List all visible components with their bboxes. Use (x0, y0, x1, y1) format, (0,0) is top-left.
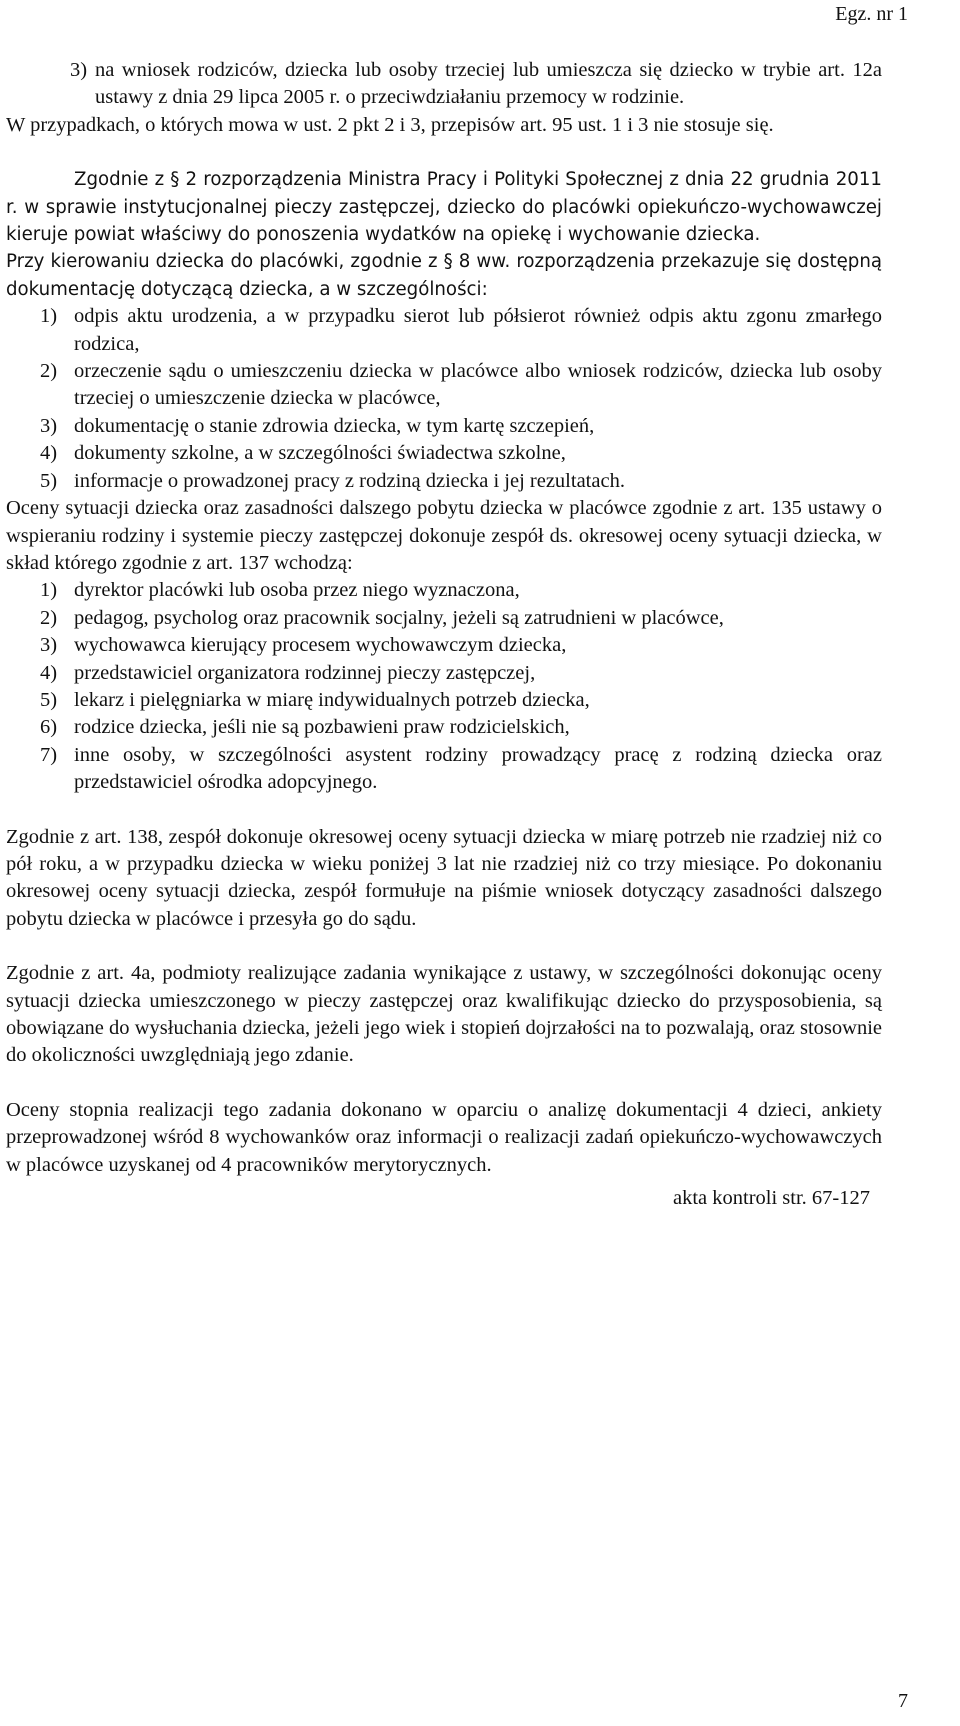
list-item: 6) rodzice dziecka, jeśli nie są pozbawieni praw rodzicielskich, (40, 716, 570, 739)
list (6, 577, 882, 796)
paragraph: Oceny stopnia realizacji tego zadania dokonano w oparciu o analizę dokumentacji 4 dzieci, ankiety przeprowadzonej wśród 8 wychowanków oraz informacji o realizacji zadań opiekuńczo-wychowawczych w placówce uzyskanej od 4 pracowników merytorycznych. (6, 1098, 882, 1176)
paragraph: Oceny sytuacji dziecka oraz zasadności dalszego pobytu dziecka w placówce zgodnie z art. 135 ustawy o wspieraniu rodziny i systemie pieczy zastępczej dokonuje zespół ds. okresowej oceny sytuacji dziecka, w skład którego zgodnie z art. 137 wchodzą: (6, 497, 882, 574)
list-item: 4) dokumenty szkolne, a w szczególności świadectwa szkolne, (40, 442, 566, 465)
list-item: 2) pedagog, psycholog oraz pracownik socjalny, jeżeli są zatrudnieni w placówce, (40, 606, 724, 629)
spacer (6, 139, 882, 166)
list (6, 303, 882, 495)
paragraph: W przypadkach, o których mowa w ust. 2 pkt 2 i 3, przepisów art. 95 ust. 1 i 3 nie stosuje się. (6, 113, 774, 136)
list-item: 5) lekarz i pielęgniarka w miarę indywidualnych potrzeb dziecka, (40, 688, 590, 711)
list-item: 1) odpis aktu urodzenia, a w przypadku sierot lub półsierot również odpis aktu zgonu zmarłego rodzica, (40, 305, 882, 355)
list-item: 4) przedstawiciel organizatora rodzinnej pieczy zastępczej, (40, 661, 536, 684)
paragraph: Przy kierowaniu dziecka do placówki, zgodnie z § 8 ww. rozporządzenia przekazuje się dostępną dokumentację dotyczącą dziecka, a w szczególności: (6, 251, 882, 300)
paragraph: Zgodnie z art. 138, zespół dokonuje okresowej oceny sytuacji dziecka w miarę potrzeb nie rzadziej niż co pół roku, a w przypadku dziecka w wieku poniżej 3 lat nie rzadziej niż co trzy miesiące. Po dokonaniu okresowej oceny sytuacji dziecka, zespół formułuje na piśmie wniosek dotyczący zasadności dalszego pobytu dziecka w placówce i przesyła go do sądu. (6, 825, 882, 930)
copy-number: Egz. nr 1 (835, 3, 908, 25)
spacer (6, 1070, 882, 1097)
paragraph: Zgodnie z art. 4a, podmioty realizujące zadania wynikające z ustawy, w szczególności dokonując oceny sytuacji dziecka umieszczonego w pieczy zastępczej oraz kwalifikując dziecko do przysposobienia, są obowiązane do wysłuchania dziecka, jeżeli jego wiek i stopień dojrzałości na to pozwalają, oraz stosownie do okoliczności uwzględniają jego zdanie. (6, 962, 882, 1067)
list-item-text: na wniosek rodziców, dziecka lub osoby trzeciej lub umieszcza się dziecko w trybie art. 12a ustawy z dnia 29 lipca 2005 r. o przeciwdziałaniu przemocy w rodzinie. (95, 59, 882, 109)
document-body (6, 57, 882, 1212)
list-item: 2) orzeczenie sądu o umieszczeniu dziecka w placówce albo wniosek rodziców, dziecka lub osoby trzeciej o umieszczenie dziecka w placówce, (40, 360, 882, 410)
list-item: 1) dyrektor placówki lub osoba przez niego wyznaczona, (40, 579, 520, 602)
list-item-number: 3) (70, 59, 88, 81)
reference-note: akta kontroli str. 67-127 (672, 1187, 870, 1210)
paragraph: Zgodnie z § 2 rozporządzenia Ministra Pracy i Polityki Społecznej z dnia 22 grudnia 2011 r. w sprawie instytucjonalnej pieczy zastępczej, dziecko do placówki opiekuńczo-wychowawczej kieruje powiat właściwy do ponoszenia wydatków na opiekę i wychowanie dziecka. (6, 169, 882, 246)
list-item: 3) dokumentację o stanie zdrowia dziecka, w tym kartę szczepień, (40, 414, 595, 437)
list-item: 5) informacje o prowadzonej pracy z rodziną dziecka i jej rezultatach. (40, 469, 625, 492)
list-item: 3) wychowawca kierujący procesem wychowawczym dziecka, (40, 634, 567, 657)
spacer (6, 933, 882, 960)
spacer (6, 797, 882, 824)
list-item (6, 57, 882, 112)
list-item: 7) inne osoby, w szczególności asystent rodziny prowadzący pracę z rodziną dziecka oraz przedstawiciel ośrodka adopcyjnego. (40, 743, 882, 794)
page-number: 7 (898, 1690, 908, 1712)
